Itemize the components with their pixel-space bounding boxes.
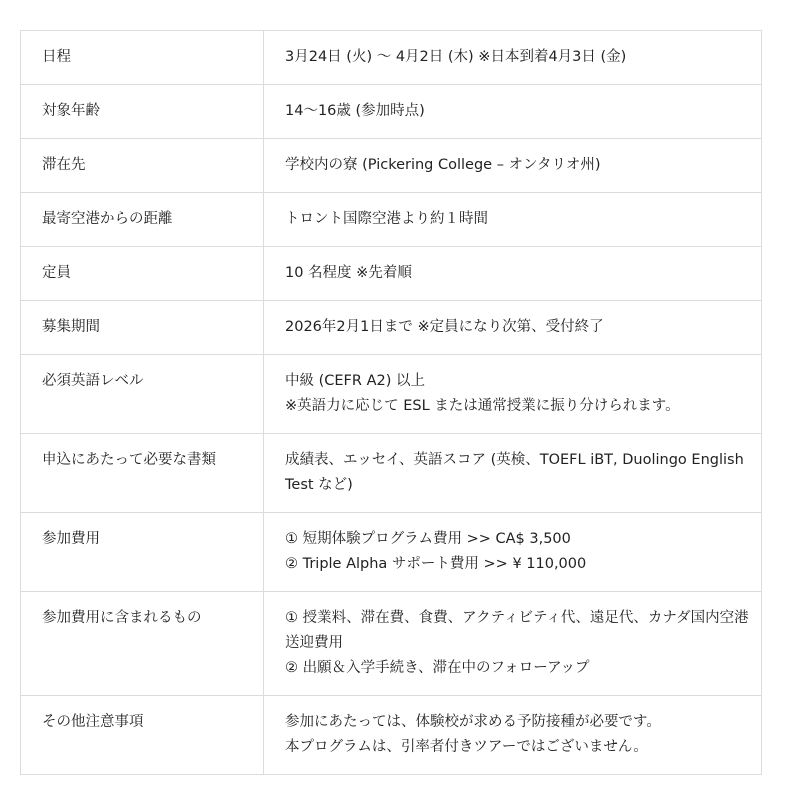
row-label: 参加費用に含まれるもの xyxy=(21,592,264,696)
table-row-required-documents xyxy=(21,434,762,513)
table-row-airport-distance xyxy=(21,193,762,247)
row-label: 申込にあたって必要な書類 xyxy=(21,434,264,513)
row-label: 滞在先 xyxy=(21,139,264,193)
row-label: 必須英語レベル xyxy=(21,355,264,434)
table-row-fees xyxy=(21,513,762,592)
row-value xyxy=(264,31,762,85)
value-line: 成績表、エッセイ、英語スコア (英検、TOEFL iBT, Duolingo English Test など) xyxy=(285,452,744,493)
value-line: ② Triple Alpha サポート費用 >> ¥ 110,000 xyxy=(285,556,587,572)
row-label: 対象年齢 xyxy=(21,85,264,139)
program-info-table-container xyxy=(20,30,762,775)
value-line: ② 出願＆入学手続き、滞在中のフォローアップ xyxy=(285,660,590,676)
table-row-accommodation xyxy=(21,139,762,193)
value-line: ① 授業料、滞在費、食費、アクティビティ代、遠足代、カナダ国内空港送迎費用 xyxy=(285,610,749,651)
row-value xyxy=(264,247,762,301)
value-line: ※英語力に応じて ESL または通常授業に振り分けられます。 xyxy=(285,398,680,414)
value-line: トロント国際空港より約１時間 xyxy=(285,211,488,227)
table-row-other-notes xyxy=(21,696,762,775)
row-label: 最寄空港からの距離 xyxy=(21,193,264,247)
row-label: その他注意事項 xyxy=(21,696,264,775)
row-value xyxy=(264,696,762,775)
value-line: 2026年2月1日まで ※定員になり次第、受付終了 xyxy=(285,319,604,335)
row-value xyxy=(264,193,762,247)
row-value xyxy=(264,434,762,513)
row-label: 募集期間 xyxy=(21,301,264,355)
program-info-table xyxy=(20,30,762,775)
row-label: 定員 xyxy=(21,247,264,301)
table-row-application-period xyxy=(21,301,762,355)
value-line: 参加にあたっては、体験校が求める予防接種が必要です。 xyxy=(285,714,661,730)
row-value xyxy=(264,139,762,193)
value-line: ① 短期体験プログラム費用 >> CA$ 3,500 xyxy=(285,531,571,547)
value-line: 14〜16歳 (参加時点) xyxy=(285,103,425,119)
value-line: 学校内の寮 (Pickering College – オンタリオ州) xyxy=(285,157,601,173)
row-value xyxy=(264,301,762,355)
row-value xyxy=(264,513,762,592)
row-label: 日程 xyxy=(21,31,264,85)
table-row-schedule xyxy=(21,31,762,85)
value-line: 3月24日 (火) 〜 4月2日 (木) ※日本到着4月3日 (金) xyxy=(285,49,627,65)
row-value xyxy=(264,592,762,696)
table-row-target-age xyxy=(21,85,762,139)
value-line: 本プログラムは、引率者付きツアーではございません。 xyxy=(285,739,648,755)
table-row-capacity xyxy=(21,247,762,301)
row-label: 参加費用 xyxy=(21,513,264,592)
table-row-fees-included xyxy=(21,592,762,696)
value-line: 中級 (CEFR A2) 以上 xyxy=(285,373,425,389)
row-value xyxy=(264,355,762,434)
row-value xyxy=(264,85,762,139)
table-row-english-level xyxy=(21,355,762,434)
value-line: 10 名程度 ※先着順 xyxy=(285,265,412,281)
